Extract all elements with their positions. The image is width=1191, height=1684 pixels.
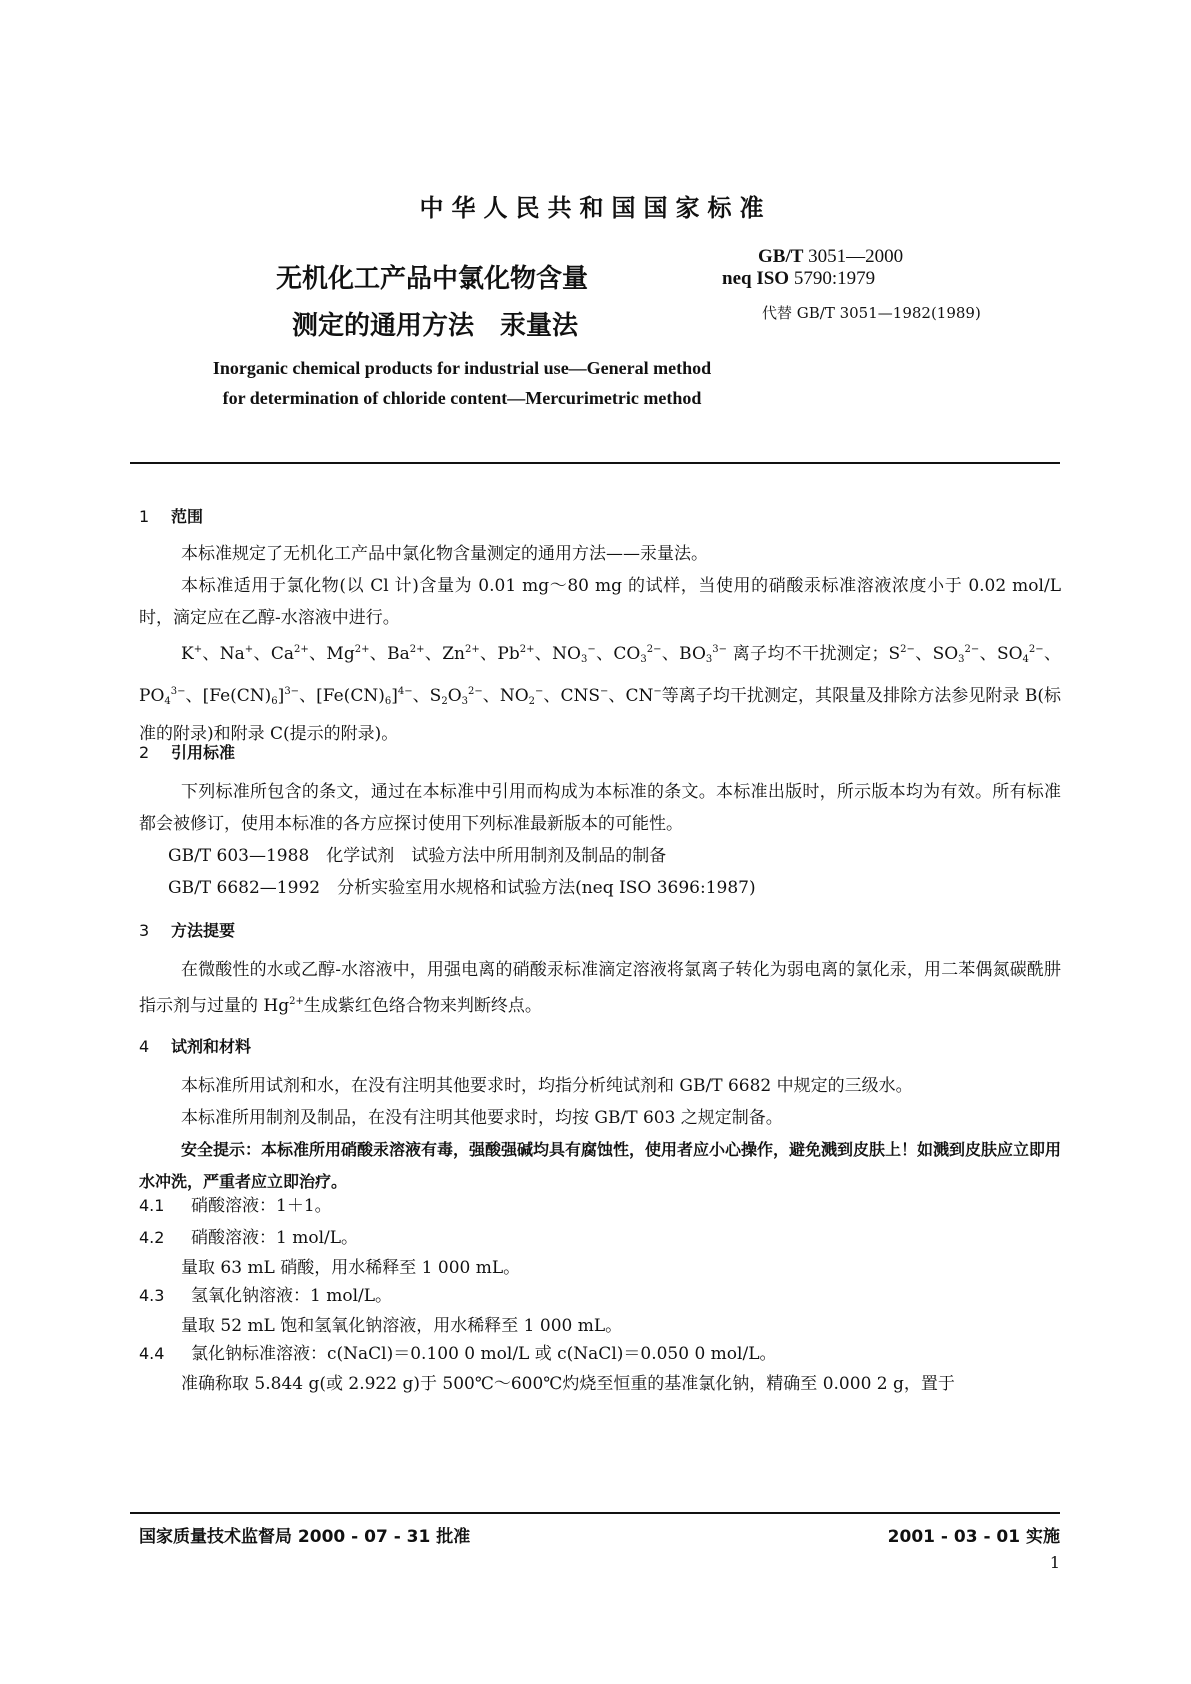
section-4-paragraph-1: 本标准所用试剂和水，在没有注明其他要求时，均指分析纯试剂和 GB/T 6682 中规定的三级水。 — [181, 1076, 913, 1096]
title-zh-line2: 测定的通用方法 汞量法 — [292, 311, 579, 341]
item-4-3-detail: 量取 52 mL 饱和氢氧化钠溶液，用水稀释至 1 000 mL。 — [181, 1316, 623, 1336]
item-4-4 — [139, 1338, 777, 1370]
footer-divider — [130, 1512, 1060, 1514]
item-number: 4.4 — [139, 1344, 165, 1363]
item-text: 硝酸溶液：1 mol/L。 — [191, 1228, 359, 1248]
item-4-2 — [139, 1222, 358, 1254]
section-number: 1 — [139, 507, 150, 526]
approval-date: 国家质量技术监督局 2000 - 07 - 31 批准 — [139, 1527, 471, 1547]
implementation-date: 2001 - 03 - 01 实施 — [887, 1527, 1060, 1547]
equivalent-standard — [722, 268, 875, 290]
standard-header: 中华人民共和国国家标准 — [419, 194, 772, 222]
title-zh-line1: 无机化工产品中氯化物含量 — [276, 264, 589, 294]
item-4-1 — [139, 1190, 332, 1222]
title-en-line2: for determination of chloride content—Mercurimetric method — [222, 388, 702, 408]
code-number: 3051—2000 — [808, 246, 904, 267]
section-3-paragraph-1: 在微酸性的水或乙醇-水溶液中，用强电离的硝酸汞标准滴定溶液将氯离子转化为弱电离的氯化汞，用二苯偶氮碳酰肼指示剂与过量的 $Hg^{2+}$生成紫红色络合物来判断终点。 — [139, 960, 1061, 1016]
ions-no-interference: 离子均不干扰测定； — [732, 644, 889, 664]
section-title: 试剂和材料 — [171, 1037, 252, 1056]
section-1-paragraph-3: K+、Na+、$Ca^{2+}$、$Mg^{2+}$、$Ba^{2+}$、$Zn^{2+}$、$Pb^{2+}$、$NO_3^-$、$CO_3^{2-}$、$BO_3^{3-}$ 离子均不干扰测定；$S^{2-}$、$SO_3^{2-}$、$SO_4^{2-}$、$PO_4^{3-}$、$[Fe(CN)_6]^{3-}$、$[Fe(CN)_6]^{4-}$、$S_2O_3^{2-}$、$NO_2^-$、CNS−、CN−等离子均干扰测定，其限量及排除方法参见附录 B(标准的附录)和附录 C(提示的附录)。 — [139, 644, 1062, 744]
item-number: 4.1 — [139, 1196, 165, 1215]
item-text: 硝酸溶液：1＋1。 — [191, 1196, 332, 1216]
method-text: 在微酸性的水或乙醇-水溶液中，用强电离的硝酸汞标准滴定溶液将氯离子转化为弱电离的氯化汞，用二苯偶氮碳酰肼指示剂与过量的 Hg — [139, 960, 1061, 1016]
section-title: 范围 — [171, 507, 204, 526]
replaces-note: 代替 GB/T 3051—1982(1989) — [762, 304, 981, 322]
standard-code — [758, 246, 903, 268]
item-number: 4.2 — [139, 1228, 165, 1247]
page-number: 1 — [1049, 1553, 1060, 1572]
safety-warning: 安全提示：本标准所用硝酸汞溶液有毒，强酸强碱均具有腐蚀性，使用者应小心操作，避免溅到皮肤上！如溅到皮肤应立即用水冲洗，严重者应立即治疗。 — [139, 1140, 1062, 1191]
section-1-paragraph-2: 本标准适用于氯化物(以 Cl 计)含量为 0.01 mg～80 mg 的试样，当使用的硝酸汞标准溶液浓度小于 0.02 mol/L 时，滴定应在乙醇-水溶液中进行。 — [139, 576, 1061, 628]
ions-interference: 等离子均干扰测定，其限量及排除方法参见附录 B(标准的附录)和附录 C(提示的附录)。 — [139, 686, 1062, 744]
section-2-paragraph-1: 下列标准所包含的条文，通过在本标准中引用而构成为本标准的条文。本标准出版时，所示版本均为有效。所有标准都会被修订，使用本标准的各方应探讨使用下列标准最新版本的可能性。 — [139, 782, 1061, 834]
item-4-4-detail: 准确称取 5.844 g(或 2.922 g)于 500℃～600℃灼烧至恒重的基准氯化钠，精确至 0.000 2 g，置于 — [181, 1374, 955, 1394]
equiv-number: 5790:1979 — [793, 268, 876, 289]
item-text: 氯化钠标准溶液：c(NaCl)＝0.100 0 mol/L 或 c(NaCl)＝0.050 0 mol/L。 — [191, 1344, 777, 1364]
section-number: 3 — [139, 921, 150, 940]
section-title: 方法提要 — [171, 921, 236, 940]
section-number: 2 — [139, 743, 150, 762]
section-1-heading — [139, 504, 203, 527]
title-en-line1: Inorganic chemical products for industrial use—General method — [212, 358, 712, 378]
section-4-heading — [139, 1034, 251, 1057]
section-title: 引用标准 — [171, 743, 236, 762]
section-number: 4 — [139, 1037, 150, 1056]
item-text: 氢氧化钠溶液：1 mol/L。 — [191, 1286, 393, 1306]
item-4-2-detail: 量取 63 mL 硝酸，用水稀释至 1 000 mL。 — [181, 1258, 521, 1278]
method-text-end: 生成紫红色络合物来判断终点。 — [303, 996, 542, 1016]
item-4-3 — [139, 1280, 392, 1312]
section-4-paragraph-2: 本标准所用制剂及制品，在没有注明其他要求时，均按 GB/T 603 之规定制备。 — [181, 1108, 783, 1128]
item-number: 4.3 — [139, 1286, 165, 1305]
reference-1: GB/T 603—1988 化学试剂 试验方法中所用制剂及制品的制备 — [168, 846, 667, 866]
header-divider — [130, 462, 1060, 464]
section-1-paragraph-1: 本标准规定了无机化工产品中氯化物含量测定的通用方法——汞量法。 — [181, 544, 708, 564]
section-3-heading — [139, 918, 235, 941]
section-2-heading — [139, 740, 235, 763]
equiv-prefix: neq ISO — [722, 268, 790, 289]
code-prefix: GB/T — [758, 246, 804, 267]
reference-2: GB/T 6682—1992 分析实验室用水规格和试验方法(neq ISO 3696:1987) — [168, 878, 756, 898]
